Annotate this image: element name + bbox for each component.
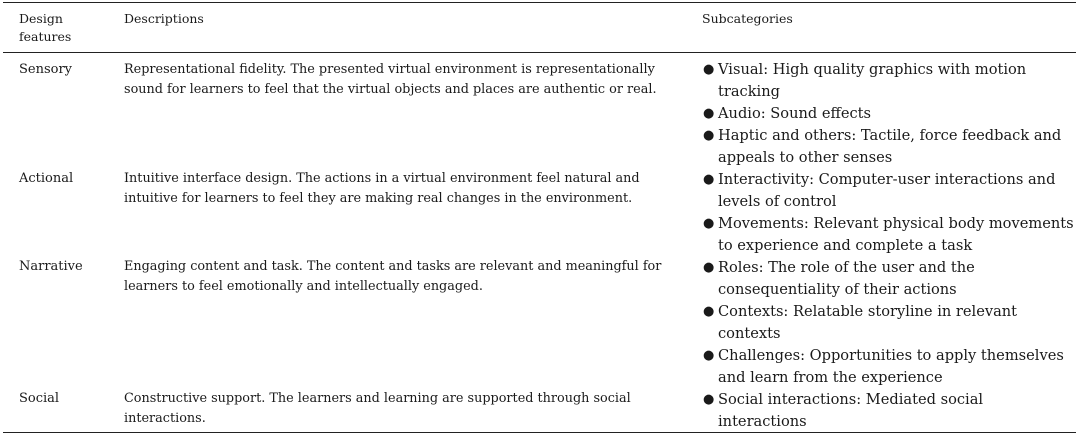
list-item xyxy=(702,169,1074,213)
bullet-icon: ● xyxy=(703,106,715,121)
subcategory-text: Roles: The role of the user and the consequentiality of their actions xyxy=(718,259,975,298)
list-item xyxy=(702,125,1074,169)
subcategory-list-narrative xyxy=(702,257,1074,389)
row-description-narrative: Engaging content and task. The content and tasks are relevant and meaningful for learners to feel emotionally and intellectually engaged. xyxy=(124,259,662,294)
bullet-icon: ● xyxy=(703,216,715,231)
row-feature-sensory: Sensory xyxy=(19,62,73,77)
list-item xyxy=(702,59,1074,103)
row-feature-actional: Actional xyxy=(19,171,74,186)
subcategory-text: Visual: High quality graphics with motion tracking xyxy=(718,61,1027,100)
bullet-icon: ● xyxy=(703,260,715,275)
list-item xyxy=(702,103,1074,125)
list-item xyxy=(702,345,1074,389)
table-bottom-rule xyxy=(3,432,1076,433)
list-item xyxy=(702,257,1074,301)
bullet-icon: ● xyxy=(703,62,715,77)
row-description-sensory: Representational fidelity. The presented virtual environment is representationally sound for learners to feel that the virtual objects and places are authentic or real. xyxy=(124,62,657,97)
subcategory-text: Challenges: Opportunities to apply themselves and learn from the experience xyxy=(718,347,1064,386)
subcategory-text: Movements: Relevant physical body movements to experience and complete a task xyxy=(718,215,1074,254)
subcategory-text: Interactivity: Computer-user interactions and levels of control xyxy=(718,171,1056,210)
bullet-icon: ● xyxy=(703,392,715,407)
bullet-icon: ● xyxy=(703,172,715,187)
list-item xyxy=(702,213,1074,257)
table-header-rule xyxy=(3,52,1076,53)
subcategory-text: Haptic and others: Tactile, force feedback and appeals to other senses xyxy=(718,127,1062,166)
row-feature-narrative: Narrative xyxy=(19,259,83,274)
subcategory-list-actional xyxy=(702,169,1074,257)
subcategory-list-sensory xyxy=(702,59,1074,169)
subcategory-text: Contexts: Relatable storyline in relevant contexts xyxy=(718,303,1018,342)
subcategory-list-social xyxy=(702,389,1074,433)
bullet-icon: ● xyxy=(703,128,715,143)
row-feature-social: Social xyxy=(19,391,60,406)
header-descriptions: Descriptions xyxy=(124,11,204,26)
list-item xyxy=(702,389,1074,433)
header-subcategories: Subcategories xyxy=(702,11,793,26)
subcategory-text: Audio: Sound effects xyxy=(718,105,872,122)
table-top-rule xyxy=(3,2,1076,3)
bullet-icon: ● xyxy=(703,348,715,363)
list-item xyxy=(702,301,1074,345)
bullet-icon: ● xyxy=(703,304,715,319)
subcategory-text: Social interactions: Mediated social interactions xyxy=(718,391,984,430)
row-description-social: Constructive support. The learners and learning are supported through social interactions. xyxy=(124,391,631,426)
header-design-features: Design features xyxy=(19,11,72,44)
row-description-actional: Intuitive interface design. The actions in a virtual environment feel natural and intuitive for learners to feel they are making real changes in the environment. xyxy=(124,171,640,206)
